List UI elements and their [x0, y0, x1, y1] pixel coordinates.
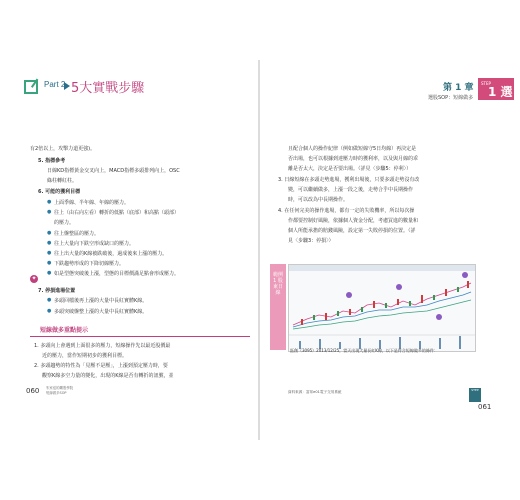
- stock-chart-image: [288, 264, 476, 352]
- left-bullet-2: 往上（由右向左看）轉折的低點（底部）和高點（頭部）: [54, 210, 180, 216]
- left-heading-6: 6. 可能的獲利目標: [38, 189, 81, 195]
- left-line-4: 綠柱轉紅柱。: [47, 178, 78, 184]
- right-line-8: 作都要控制好風險，依據個人資金分配，考慮買進的數量和: [288, 218, 419, 224]
- right-line-2: 否出場，也可以根據到達壓力時的獲利率，以及與月線的乖: [288, 156, 419, 162]
- right-line-6: 時，可以改為中長期操作。: [288, 197, 349, 203]
- left-heading-5: 5. 指標參考: [38, 158, 66, 164]
- right-line-10: 見〈步驟3：停損〉）: [288, 238, 334, 244]
- bullet-icon: ●: [47, 250, 52, 256]
- right-line-9: 個人所能承擔的賠錢風險，設定第一失敗停損的位置。（詳: [288, 228, 416, 234]
- step-badge-title: 1 選股: [488, 85, 513, 116]
- chart-source: 資料來源：富邦e01電子交易系統: [288, 390, 342, 394]
- left-bullet-9: 多頭突破盤整上漲的大量中長紅實體K線。: [54, 309, 148, 315]
- left-bullet-8: 多頭回檔後再上漲的大量中長紅實體K線。: [54, 298, 148, 304]
- right-line-4: 3. 日線短線在多頭走勢進場，獲利出場後，只要多頭走勢沒有改: [278, 177, 420, 183]
- tip-line-3: 2. 多頭趨勢的特性為「見壓不是壓」，上漲到預定壓力時，要: [34, 363, 168, 369]
- bullet-icon: ●: [47, 308, 52, 314]
- right-line-5: 變，可以繼續做多，上漲一段之後，走勢合乎中長期操作: [288, 187, 414, 193]
- bullet-icon: ●: [47, 240, 52, 246]
- left-bullet-6: 下跌趨勢形成的下降切線壓力。: [54, 261, 125, 267]
- part-title: 5大實戰步驟: [71, 81, 145, 96]
- step-badge: [478, 78, 514, 116]
- example-tab: [270, 264, 286, 350]
- page-number-right: 061: [478, 403, 492, 411]
- page-number-left: 060: [26, 387, 40, 395]
- tip-line-1: 1. 多頭向上會遇到上面很多的壓力，短線操作先以最近股價最: [34, 343, 171, 349]
- tip-line-2: 近的壓力，當作短期初步的獲利目標。: [42, 353, 128, 359]
- hint-icon: ✦: [31, 275, 37, 282]
- left-line-1: 有2倍以上，攻擊力道更強)。: [30, 146, 96, 152]
- left-bullet-4: 往上大量向下跌空形成缺口的壓力。: [54, 241, 135, 247]
- bullet-icon: ●: [47, 230, 52, 236]
- left-line-3: 日線KD指標黃金交叉向上，MACD指標多頭排列向上，OSC: [47, 168, 180, 174]
- left-bullet-2-cont: 的壓力。: [54, 220, 75, 226]
- bullet-icon: ●: [47, 270, 52, 276]
- arrow-right-icon: [64, 82, 70, 90]
- tips-title: 短線做多重點提示: [40, 327, 89, 334]
- left-heading-7: 7. 停損進場位置: [38, 288, 76, 294]
- bullet-icon: ●: [47, 260, 52, 266]
- right-line-7: 4. 在任何完美的操作進場，都有一定的失敗機率，所以每次操: [278, 208, 415, 214]
- chapter-subtitle: 選股SOP：短線做多: [428, 95, 474, 101]
- candlestick-chart-graphic: [289, 265, 475, 351]
- page-footer-left: 朱家泓的飆股學院 短線做多SOP: [46, 386, 74, 395]
- tips-divider: [30, 336, 250, 337]
- checkmark-icon: [24, 80, 38, 94]
- step-badge-label: STEP: [481, 81, 491, 86]
- example-tab-label: 範例1 股東日線: [273, 272, 284, 296]
- tip-line-4: 觀察K線多空力量的變化，出現的K線是否有轉折的訊號，並: [42, 373, 174, 379]
- book-spine: [258, 60, 260, 440]
- left-bullet-7: 如是型態突破後上漲，型態的目標價滿足點會形成壓力。: [54, 271, 180, 277]
- bullet-icon: ●: [47, 297, 52, 303]
- bullet-icon: ●: [47, 199, 52, 205]
- part-label: Part 2: [44, 80, 66, 89]
- chart-caption: 鈺創（3095）2013/12/25，當天出現大量長紅K線，以下是符合短線做多的條件：: [290, 348, 438, 353]
- right-line-3: 離是否太大，決定是否要出場。（詳見〈步驟5：停利〉）: [288, 166, 412, 172]
- step-footer-tab: STEP: [469, 388, 481, 402]
- left-bullet-3: 往上盤整區的壓力。: [54, 231, 100, 237]
- left-bullet-1: 上面季線、半年線、年線的壓力。: [54, 200, 130, 206]
- bullet-icon: ●: [47, 209, 52, 215]
- left-bullet-5: 往上出大量的K線被跌破後，過成後來上漲的壓力。: [54, 251, 168, 257]
- chapter-label: 第 1 章: [443, 83, 474, 93]
- right-line-1: 且配合個人的操作紀律（例如做短線守5日均線）再決定是: [288, 146, 417, 152]
